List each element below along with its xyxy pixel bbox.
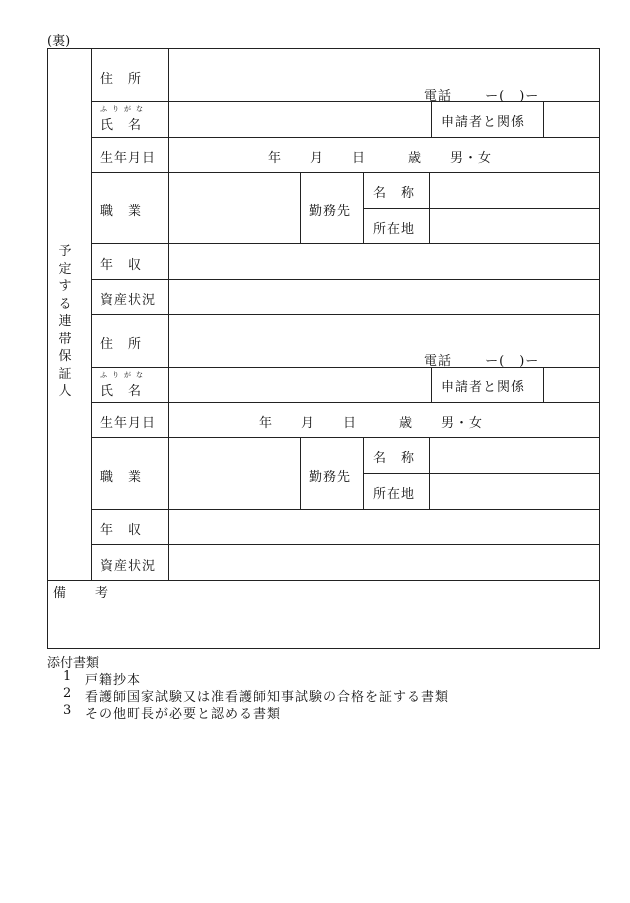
relation-label: 申請者と関係 [441,115,526,130]
job-label: 職 業 [100,470,143,485]
birth-fields: 年 月 日 歳 男・女 [268,151,493,166]
phone-field: 電話 ー( )ー [424,89,540,104]
frame-left [47,48,48,648]
frame-top [47,48,600,49]
name-ruby: ふりがな [100,371,148,379]
workplace-label: 勤務先 [309,470,352,485]
assets-label: 資産状況 [100,293,157,308]
income-label: 年 収 [100,523,143,538]
name-label: 氏 名 [100,118,143,133]
birth-label: 生年月日 [100,416,157,431]
guarantor-group-label: 予 定 す る 連 帯 保 証 人 [58,244,72,399]
frame-bottom [47,648,600,649]
attachment-item: その他町長が必要と認める書類 [85,707,282,722]
phone-field: 電話 ー( )ー [424,354,540,369]
company-address-label: 所在地 [373,487,416,502]
job-label: 職 業 [100,204,143,219]
name-label: 氏 名 [100,384,143,399]
attachment-number: 3 [63,703,72,718]
company-name-label: 名 称 [373,186,416,201]
income-label: 年 収 [100,258,143,273]
attachment-number: 1 [63,669,72,684]
attachment-item: 看護師国家試験又は准看護師知事試験の合格を証する書類 [85,690,450,705]
company-address-label: 所在地 [373,222,416,237]
remarks-label: 備 考 [53,586,110,601]
attachment-item: 戸籍抄本 [85,673,142,688]
address-label: 住 所 [100,72,143,87]
workplace-label: 勤務先 [309,204,352,219]
page-marker: (裏) [47,34,71,49]
birth-fields: 年 月 日 歳 男・女 [259,416,484,431]
assets-label: 資産状況 [100,559,157,574]
attachments-title: 添付書類 [47,656,100,671]
address-label: 住 所 [100,337,143,352]
attachment-number: 2 [63,686,72,701]
relation-label: 申請者と関係 [441,380,526,395]
name-ruby: ふりがな [100,105,148,113]
birth-label: 生年月日 [100,151,157,166]
company-name-label: 名 称 [373,451,416,466]
frame-right [599,48,600,648]
